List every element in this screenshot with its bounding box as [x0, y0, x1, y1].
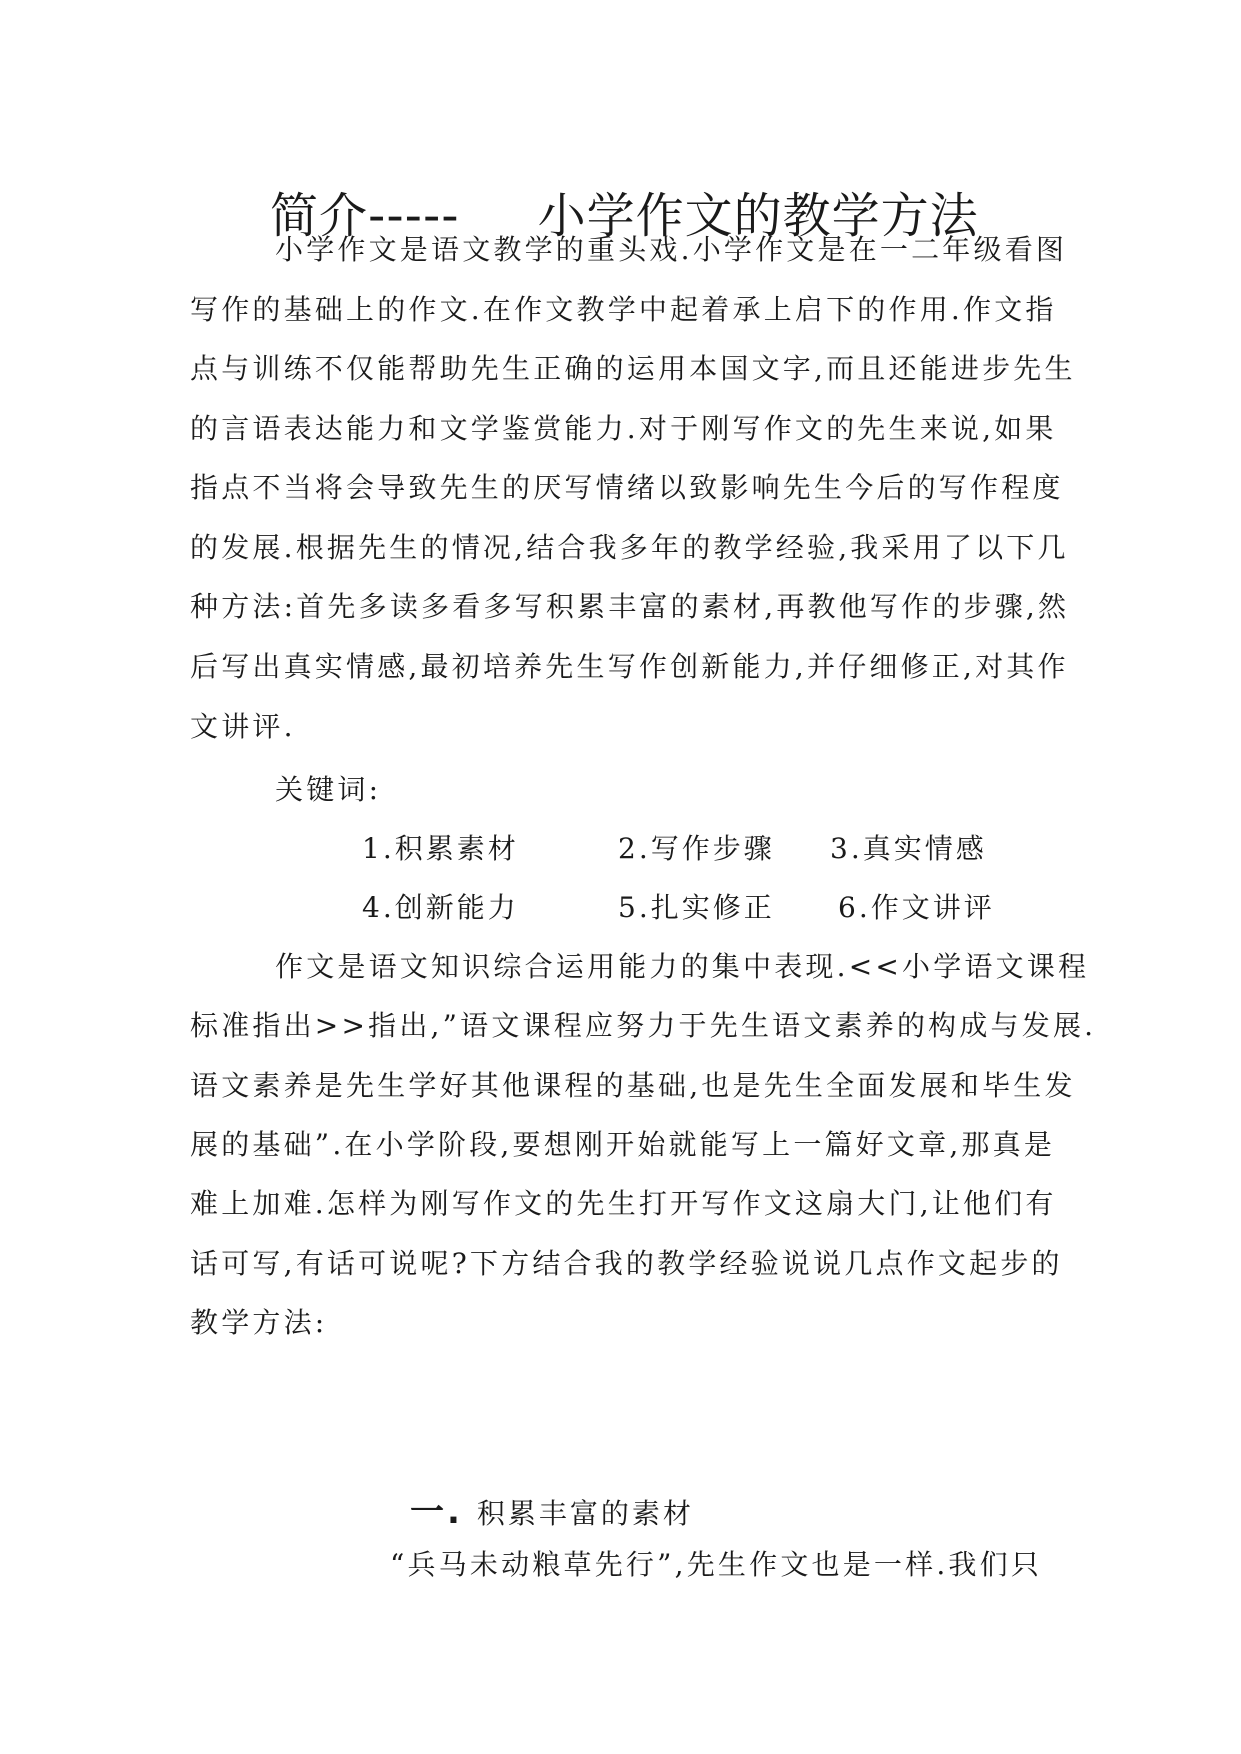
- keyword-item: 5.扎实修正: [618, 891, 775, 924]
- body-line: 标准指出>>指出,”语文课程应努力于先生语文素养的构成与发展.: [190, 1009, 1097, 1042]
- keyword-item: 6.作文讲评: [838, 891, 995, 924]
- section-title: 积累丰富的素材: [476, 1497, 694, 1530]
- abstract-line: 小学作文是语文教学的重头戏.小学作文是在一二年级看图: [275, 233, 1068, 266]
- keyword-item: 4.创新能力: [362, 891, 519, 924]
- body-line: 作文是语文知识综合运用能力的集中表现.<<小学语文课程: [275, 950, 1090, 983]
- keyword-item: 3.真实情感: [830, 832, 987, 865]
- body-line: 展的基础”.在小学阶段,要想刚开始就能写上一篇好文章,那真是: [190, 1128, 1056, 1161]
- section-heading: [410, 1492, 694, 1534]
- section-number: 一.: [410, 1492, 463, 1532]
- body-line: 语文素养是先生学好其他课程的基础,也是先生全面发展和毕生发: [190, 1069, 1076, 1102]
- abstract-line: 后写出真实情感,最初培养先生写作创新能力,并仔细修正,对其作: [190, 650, 1069, 683]
- abstract-line: 写作的基础上的作文.在作文教学中起着承上启下的作用.作文指: [190, 293, 1057, 326]
- keyword-item: 2.写作步骤: [618, 832, 775, 865]
- title-prefix: 简介-----: [270, 188, 460, 244]
- abstract-line: 的言语表达能力和文学鉴赏能力.对于刚写作文的先生来说,如果: [190, 412, 1057, 445]
- body-line: 难上加难.怎样为刚写作文的先生打开写作文这扇大门,让他们有: [190, 1187, 1057, 1220]
- abstract-line: 指点不当将会导致先生的厌写情绪以致影响先生今后的写作程度: [190, 471, 1064, 504]
- title-main: 小学作文的教学方法: [537, 188, 979, 244]
- body-line: 话可写,有话可说呢?下方结合我的教学经验说说几点作文起步的: [190, 1247, 1063, 1280]
- abstract-line: 种方法:首先多读多看多写积累丰富的素材,再教他写作的步骤,然: [190, 590, 1070, 623]
- abstract-line: 点与训练不仅能帮助先生正确的运用本国文字,而且还能进步先生: [190, 352, 1076, 385]
- body-line: “兵马未动粮草先行”,先生作文也是一样.我们只: [390, 1548, 1043, 1581]
- abstract-line: 的发展.根据先生的情况,结合我多年的教学经验,我采用了以下几: [190, 531, 1069, 564]
- abstract-line: 文讲评.: [190, 710, 296, 743]
- body-line: 教学方法:: [190, 1306, 328, 1339]
- keyword-item: 1.积累素材: [362, 832, 519, 865]
- keywords-label: 关键词:: [275, 773, 382, 806]
